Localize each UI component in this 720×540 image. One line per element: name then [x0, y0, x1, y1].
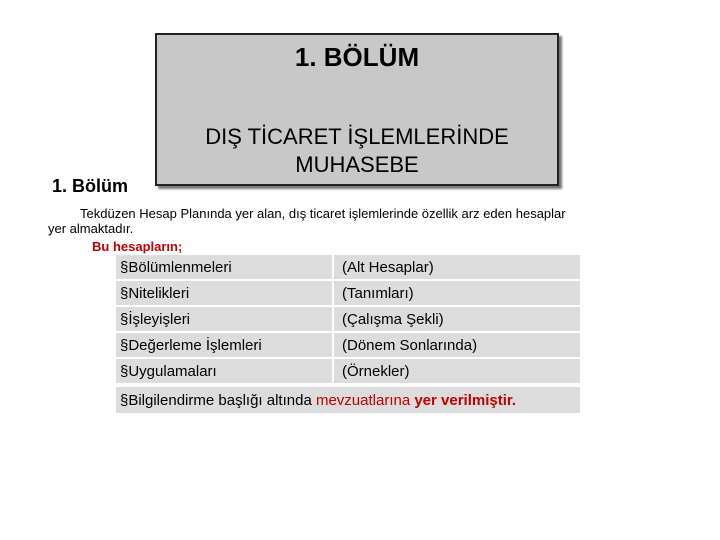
column-divider [332, 333, 334, 357]
subtitle-line-2: MUHASEBE [295, 152, 419, 177]
row-description: (Tanımları) [342, 285, 414, 302]
column-divider [332, 281, 334, 305]
table-row [116, 359, 580, 385]
summary-part-3: mevzuatlarına [315, 392, 415, 409]
column-divider [332, 307, 334, 331]
chapter-subtitle [157, 123, 557, 179]
table-row [116, 255, 580, 281]
summary-part-1: §Bilgilendirme [120, 392, 215, 409]
column-divider [332, 255, 334, 279]
row-description: (Çalışma Şekli) [342, 311, 444, 328]
table-row [116, 307, 580, 333]
subtitle-line-1: DIŞ TİCARET İŞLEMLERİNDE [205, 124, 509, 149]
summary-text [120, 392, 516, 409]
row-description: (Dönem Sonlarında) [342, 337, 478, 354]
row-description: (Alt Hesaplar) [342, 259, 434, 276]
table-row [116, 281, 580, 307]
row-topic: §Değerleme İşlemleri [120, 337, 262, 354]
title-box [155, 33, 559, 186]
row-topic: §Uygulamaları [120, 363, 217, 380]
table-row-summary [116, 387, 580, 415]
summary-part-2: başlığı altında [214, 392, 316, 409]
row-topic: §Nitelikleri [120, 285, 190, 302]
table-row [116, 333, 580, 359]
column-divider [332, 359, 334, 383]
lead-text: Bu hesapların; [92, 239, 183, 254]
row-description: (Örnekler) [342, 363, 410, 380]
intro-paragraph: Tekdüzen Hesap Planında yer alan, dış ticaret işlemlerinde özellik arz eden hesaplar yer almaktadır. [48, 206, 566, 236]
section-label: 1. Bölüm [52, 176, 129, 196]
row-topic: §Bölümlenmeleri [120, 259, 232, 276]
row-topic: §İşleyişleri [120, 311, 191, 328]
chapter-title: 1. BÖLÜM [294, 42, 420, 72]
summary-part-4: yer verilmiştir. [414, 392, 517, 409]
